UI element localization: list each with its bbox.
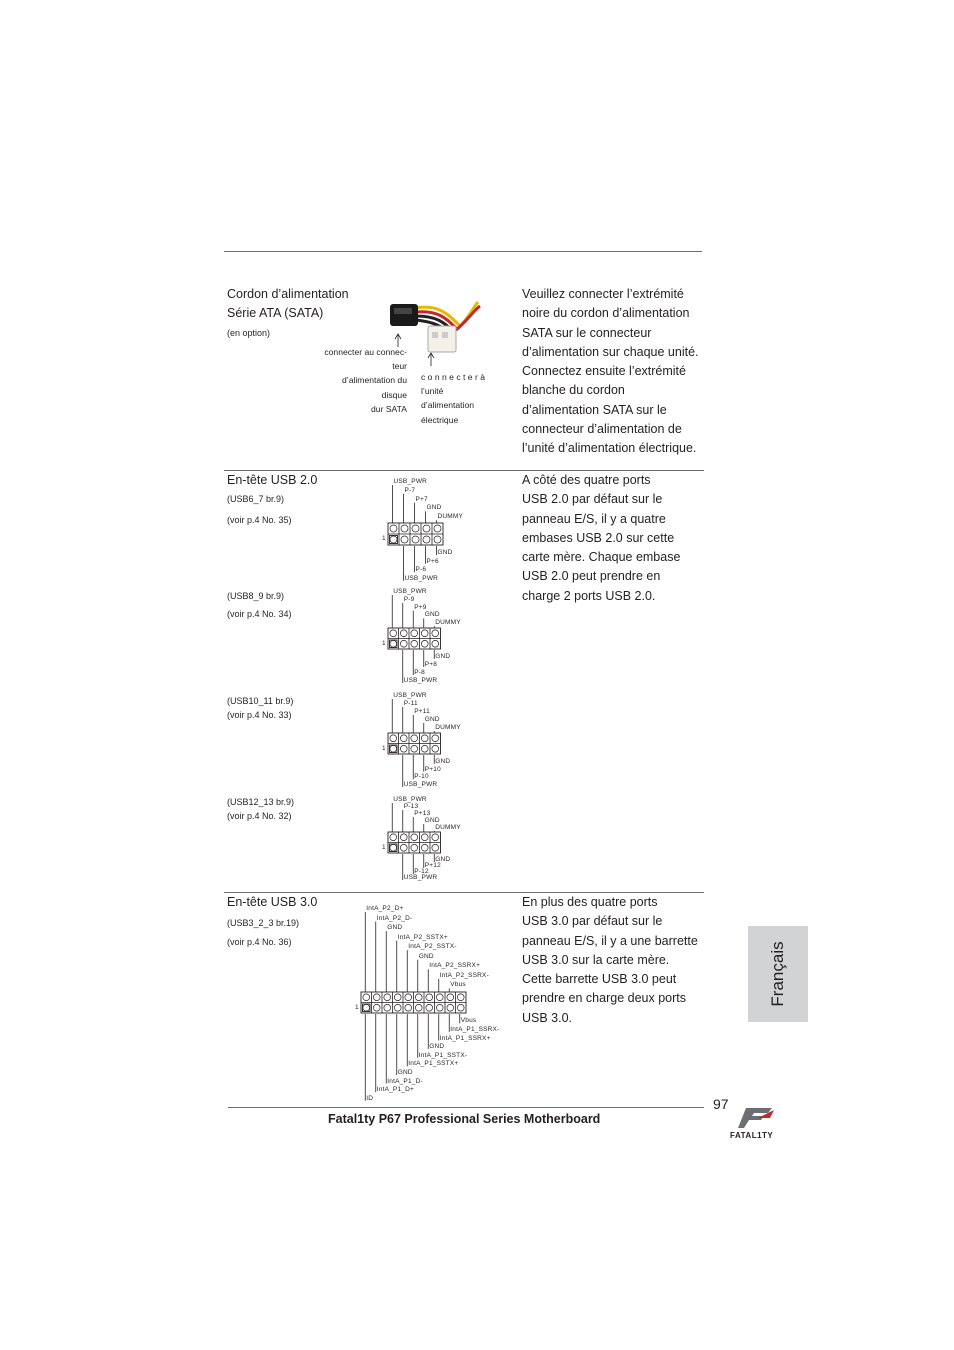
- usb2-header-ref: (voir p.4 No. 32): [227, 811, 292, 821]
- usb3-pin-label: IntA_P2_SSTX+: [397, 933, 448, 941]
- usb2-0-pin-label: USB_PWR: [393, 478, 428, 485]
- usb3-pin-label: IntA_P2_SSRX+: [429, 962, 481, 970]
- top-rule: [224, 251, 702, 252]
- usb2-2-pin-label: GND: [424, 716, 440, 723]
- usb3-pin-label: IntA_P1_SSTX+: [408, 1060, 459, 1068]
- usb3-pin-label: Vbus: [450, 981, 466, 989]
- usb2-1-pin-label: USB_PWR: [403, 677, 438, 684]
- usb2-description: A côté des quatre ports USB 2.0 par défaut sur le panneau E/S, il y a quatre embases USB 2.0 sur cette carte mère. Chaque embase USB 2.0 peut prendre en charge 2 ports USB 2.0.: [522, 473, 681, 603]
- usb2-2-pin-label: DUMMY: [435, 724, 461, 731]
- usb2-2-pin-label: P+11: [414, 708, 430, 715]
- usb2-3-pin-label: DUMMY: [435, 824, 461, 831]
- usb3-pin-label: IntA_P1_D-: [387, 1077, 423, 1085]
- usb2-header-ref: (voir p.4 No. 33): [227, 710, 292, 720]
- usb2-2-pin-label: P-11: [403, 700, 418, 707]
- usb3-pin-label: IntA_P2_SSRX-: [439, 971, 489, 979]
- usb3-header-ref: (voir p.4 No. 36): [227, 937, 292, 947]
- usb2-0-pin1-label: 1: [382, 535, 386, 542]
- usb2-header-ref: (voir p.4 No. 35): [227, 515, 292, 525]
- usb2-0-pin-label: P-7: [404, 486, 416, 494]
- usb2-0-pin-label: USB_PWR: [404, 574, 439, 582]
- usb2-0-pin-label: DUMMY: [437, 513, 464, 521]
- arrow-up-icon: [426, 352, 436, 366]
- usb2-3-pin-label: GND: [435, 856, 451, 863]
- page-number: 97: [713, 1096, 729, 1112]
- usb2-3-leader-lines: [377, 786, 550, 898]
- usb2-1-pin-label: GND: [424, 611, 440, 619]
- usb3-pin-label: Vbus: [460, 1017, 477, 1025]
- usb2-3-pin-label: P+13: [414, 810, 431, 817]
- usb2-1-pin-label: USB_PWR: [393, 588, 427, 595]
- usb2-2-pin-label: GND: [435, 757, 451, 765]
- language-tab-label: Français: [768, 941, 787, 1007]
- usb3-header-name: (USB3_2_3 br.19): [227, 918, 300, 928]
- sata-note: (en option): [227, 328, 271, 338]
- usb3-title: En-tête USB 3.0: [227, 895, 318, 909]
- usb2-0-pin-label: P+7: [415, 495, 428, 503]
- fatal1ty-logo-text: FATAL1TY: [730, 1131, 774, 1140]
- language-tab: [748, 926, 808, 1022]
- usb2-0-pin-label: P+6: [426, 557, 439, 565]
- usb2-2-pin-label: P+10: [424, 765, 441, 773]
- usb3-pin-label: IntA_P1_SSRX-: [450, 1025, 500, 1033]
- usb2-0-pin-label: P-6: [415, 566, 427, 574]
- usb3-pin-label: GND: [387, 924, 403, 932]
- usb3-pin1-label: 1: [355, 1003, 359, 1011]
- usb2-3-pin-label: P-13: [403, 803, 419, 810]
- usb2-title: En-tête USB 2.0: [227, 473, 318, 487]
- usb2-3-pin-label: USB_PWR: [393, 796, 427, 803]
- usb3-pin-label: IntA_P1_SSRX+: [439, 1034, 491, 1042]
- usb2-1-pin1-label: 1: [382, 639, 386, 647]
- usb2-header-name: (USB8_9 br.9): [227, 591, 285, 601]
- sata-label-right: c o n n e c t e r à l’unité d’alimentation électrique: [421, 372, 486, 425]
- usb2-3-pin-label: GND: [424, 817, 440, 824]
- usb2-2-pin-label: USB_PWR: [403, 781, 438, 789]
- usb2-2-pin1-label: 1: [382, 744, 386, 752]
- usb3-pin-label: IntA_P1_SSTX-: [418, 1051, 468, 1059]
- usb3-pin-label: GND: [418, 952, 434, 960]
- usb3-pin-label: IntA_P2_SSTX-: [408, 943, 457, 951]
- usb2-1-pin-label: P+8: [424, 661, 438, 668]
- usb2-header-name: (USB6_7 br.9): [227, 494, 285, 504]
- footer-title: Fatal1ty P67 Professional Series Motherboard: [328, 1112, 601, 1126]
- usb2-1-pin-label: P-8: [414, 669, 425, 676]
- usb3-pin-label: IntA_P1_D+: [376, 1086, 414, 1094]
- usb2-2-pin-label: USB_PWR: [393, 692, 427, 699]
- usb2-header-ref: (voir p.4 No. 34): [227, 609, 292, 619]
- usb2-3-pin-label: P+12: [424, 862, 441, 869]
- usb2-1-pin-label: P-9: [403, 595, 415, 603]
- usb2-2-pin-label: P-10: [414, 773, 429, 781]
- usb2-0-pin-label: GND: [426, 504, 442, 512]
- usb2-header-name: (USB12_13 br.9): [227, 797, 295, 807]
- usb3-pin-label: IntA_P2_D-: [376, 914, 413, 922]
- sata-subtitle: Série ATA (SATA): [227, 306, 324, 320]
- usb2-1-pin-label: DUMMY: [435, 619, 461, 627]
- usb3-pin-label: GND: [397, 1068, 413, 1076]
- usb2-1-pin-label: GND: [435, 653, 451, 660]
- sata-label-left: connecter au connec- teur d’alimentation du disque dur SATA: [324, 347, 407, 414]
- usb3-pin-label: GND: [429, 1043, 445, 1051]
- usb3-pin-label: ID: [366, 1094, 374, 1102]
- sata-description: Veuillez connecter l’extrémité noire du cordon d’alimentation SATA sur le connecteur d’alimentation sur chaque unité. Connectez ensuite l’extrémité blanche du cordon d’alimentation SATA sur le connecteur d’alimentation de l’unité d’alimentation électrique.: [522, 287, 699, 456]
- usb2-3-pin-label: USB_PWR: [403, 874, 438, 881]
- usb2-3-pin-label: P-12: [414, 868, 429, 875]
- usb2-3-pin1-label: 1: [382, 843, 386, 851]
- usb2-header-name: (USB10_11 br.9): [227, 696, 294, 706]
- usb3-pin-label: IntA_P2_D+: [366, 905, 404, 912]
- sata-title: Cordon d’alimentation: [227, 287, 349, 301]
- usb2-0-pin-label: GND: [437, 549, 453, 557]
- usb2-1-pin-label: P+9: [414, 603, 427, 611]
- usb3-description: En plus des quatre ports USB 3.0 par défaut sur le panneau E/S, il y a une barrette USB 3.0 sur la carte mère. Cette barrette USB 3.0 peut prendre en charge deux ports USB 3.0.: [522, 895, 698, 1025]
